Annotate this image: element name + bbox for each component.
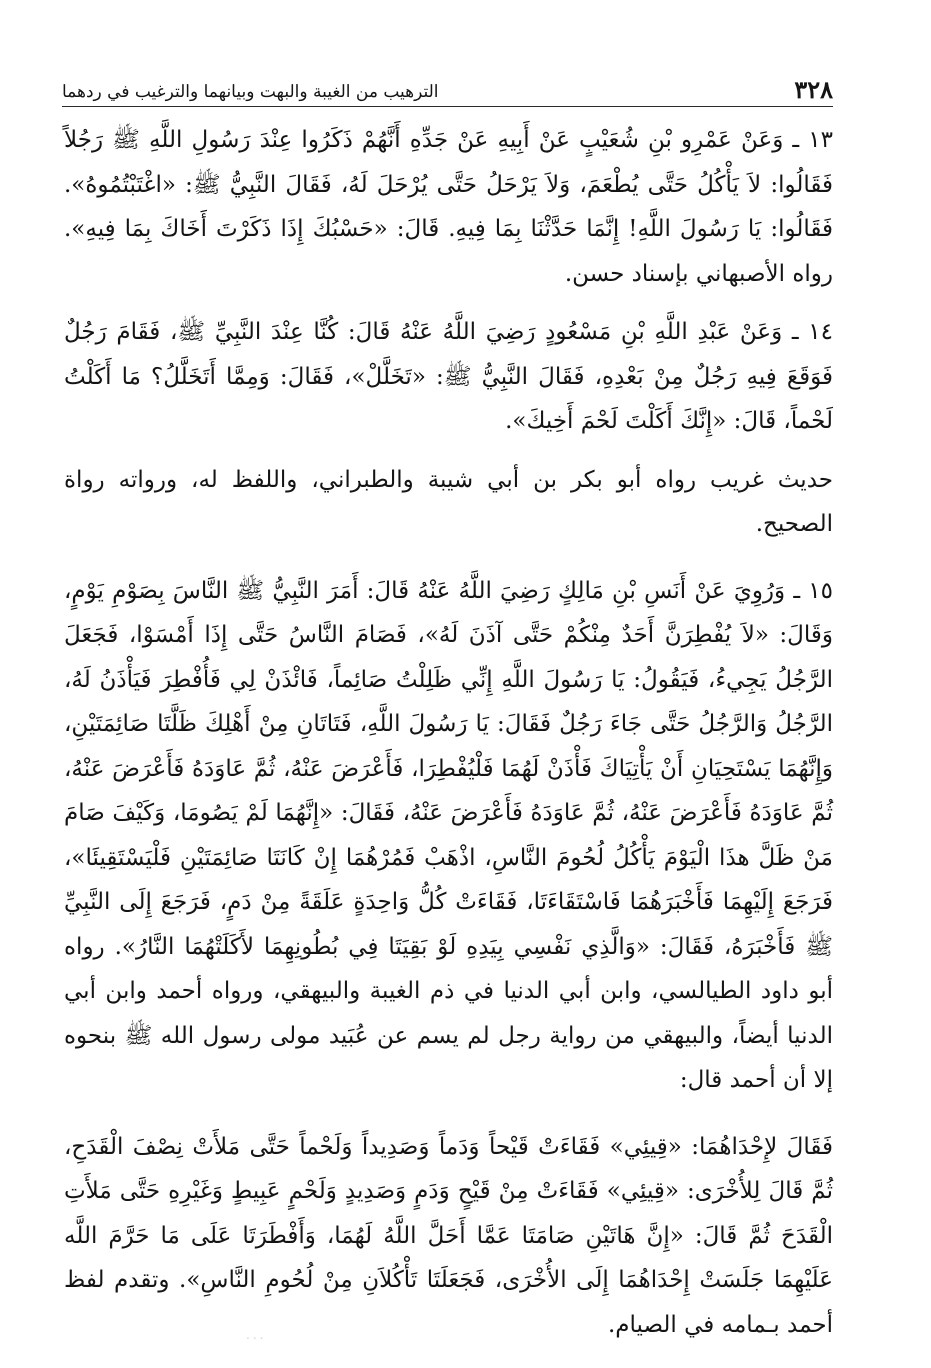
page-number: ٣٢٨ <box>794 75 833 104</box>
hadith-13: ١٣ ـ وَعَنْ عَمْرِو بْنِ شُعَيْبٍ عَنْ أَبِيهِ عَنْ جَدِّهِ أَنَّهُمْ ذَكَرُوا عِنْدَ رَسُولِ اللَّهِ ﷺ رَجُلاً فَقَالُوا: لاَ يَأْكُلُ حَتَّى يُطْعَمَ، وَلاَ يَرْحَلُ حَتَّى يُرْحَلَ لَهُ، فَقَالَ النَّبِيُّ ﷺ: «اغْتَبْتُمُوهُ». فَقَالُوا: يَا رَسُولَ اللَّهِ! إِنَّمَا حَدَّثْنَا بِمَا فِيهِ. قَالَ: «حَسْبُكَ إِذَا ذَكَرْتَ أَخَاكَ بِمَا فِيهِ». رواه الأصبهاني بإسناد حسن. <box>64 127 833 287</box>
scan-mark: ... <box>246 1328 267 1342</box>
hadith-14: ١٤ ـ وَعَنْ عَبْدِ اللَّهِ بْنِ مَسْعُودٍ رَضِيَ اللَّهُ عَنْهُ قَالَ: كُنَّا عِنْدَ النَّبِيِّ ﷺ، فَقَامَ رَجُلٌ فَوَقَعَ فِيهِ رَجُلٌ مِنْ بَعْدِهِ، فَقَالَ النَّبِيُّ ﷺ: «تَخَلَّلْ»، فَقَالَ: وَمِمَّا أَتَخَلَّلُ؟ مَا أَكَلْتُ لَحْماً، قَالَ: «إِنَّكَ أَكَلْتَ لَحْمَ أَخِيكَ». <box>64 319 833 434</box>
running-title: الترهيب من الغيبة والبهت وبيانهما والترغيب في ردهما <box>62 82 439 102</box>
hadith-14-grading: حديث غريب رواه أبو بكر بن أبي شيبة والطبراني، واللفظ له، ورواته رواة الصحيح. <box>64 466 833 537</box>
page-body <box>64 118 833 1347</box>
hadith-15: ١٥ ـ وَرُوِيَ عَنْ أَنَسِ بْنِ مَالِكٍ رَضِيَ اللَّهُ عَنْهُ قَالَ: أَمَرَ النَّبِيُّ ﷺ النَّاسَ بِصَوْمِ يَوْمٍ، وَقَالَ: «لاَ يُفْطِرَنَّ أَحَدٌ مِنْكُمْ حَتَّى آذَنَ لَهُ»، فَصَامَ النَّاسُ حَتَّى إِذَا أَمْسَوْا، فَجَعَلَ الرَّجُلُ يَجِيءُ، فَيَقُولُ: يَا رَسُولَ اللَّهِ إِنِّي ظَلِلْتُ صَائِماً، فَائْذَنْ لِي فَأُفْطِرَ فَيَأْذَنُ لَهُ، الرَّجُلُ وَالرَّجُلُ حَتَّى جَاءَ رَجُلٌ فَقَالَ: يَا رَسُولَ اللَّهِ، فَتَاتَانِ مِنْ أَهْلِكَ ظَلَّتَا صَائِمَتَيْنِ، وَإِنَّهُمَا يَسْتَحِيَانِ أَنْ يَأْتِيَاكَ فَأْذَنْ لَهُمَا فَلْيُفْطِرَا، فَأَعْرَضَ عَنْهُ، ثُمَّ عَاوَدَهُ فَأَعْرَضَ عَنْهُ، ثُمَّ عَاوَدَهُ فَأَعْرَضَ عَنْهُ، ثُمَّ عَاوَدَهُ فَأَعْرَضَ عَنْهُ، فَقَالَ: «إِنَّهُمَا لَمْ يَصُومَا، وَكَيْفَ صَامَ مَنْ ظَلَّ هذَا الْيَوْمَ يَأْكُلُ لُحُومَ النَّاسِ، اذْهَبْ فَمُرْهُمَا إِنْ كَانَتَا صَائِمَتَيْنِ فَلْيَسْتَقِيئَا»، فَرَجَعَ إِلَيْهِمَا فَأَخْبَرَهُمَا فَاسْتَقَاءَتَا، فَقَاءَتْ كُلُّ وَاحِدَةٍ عَلَقَةً مِنْ دَمٍ، فَرَجَعَ إِلَى النَّبِيِّ ﷺ فَأَخْبَرَهُ، فَقَالَ: «وَالَّذِي نَفْسِي بِيَدِهِ لَوْ بَقِيَتَا فِي بُطُونِهِمَا لأَكَلَتْهُمَا النَّارُ». رواه أبو داود الطيالسي، وابن أبي الدنيا في ذم الغيبة والبيهقي، ورواه أحمد وابن أبي الدنيا أيضاً، والبيهقي من رواية رجل لم يسم عن عُبَيد مولى رسول الله ﷺ بنحوه إلا أن أحمد قال: <box>64 577 833 1093</box>
hadith-15-variant: فَقَالَ لإِحْدَاهُمَا: «قِيئِي» فَقَاءَتْ قَيْحاً وَدَماً وَصَدِيداً وَلَحْماً حَتَّى مَلأَتْ نِصْفَ الْقَدَحِ، ثُمَّ قَالَ لِلأُخْرَى: «قِيئِي» فَقَاءَتْ مِنْ قَيْحٍ وَدَمٍ وَصَدِيدٍ وَلَحْمٍ عَبِيطٍ وَغَيْرِهِ حَتَّى مَلأَتِ الْقَدَحَ ثُمَّ قَالَ: «إِنَّ هَاتَيْنِ صَامَتَا عَمَّا أَحَلَّ اللَّهُ لَهُمَا، وَأَفْطَرَتَا عَلَى مَا حَرَّمَ اللَّه عَلَيْهِمَا جَلَسَتْ إِحْدَاهُمَا إِلَى الأُخْرَى، فَجَعَلَتَا تَأْكُلاَنِ مِنْ لُحُومِ النَّاسِ». وتقدم لفظ أحمد بـمامه في الصيام. <box>64 1133 833 1338</box>
page-header <box>62 70 833 107</box>
